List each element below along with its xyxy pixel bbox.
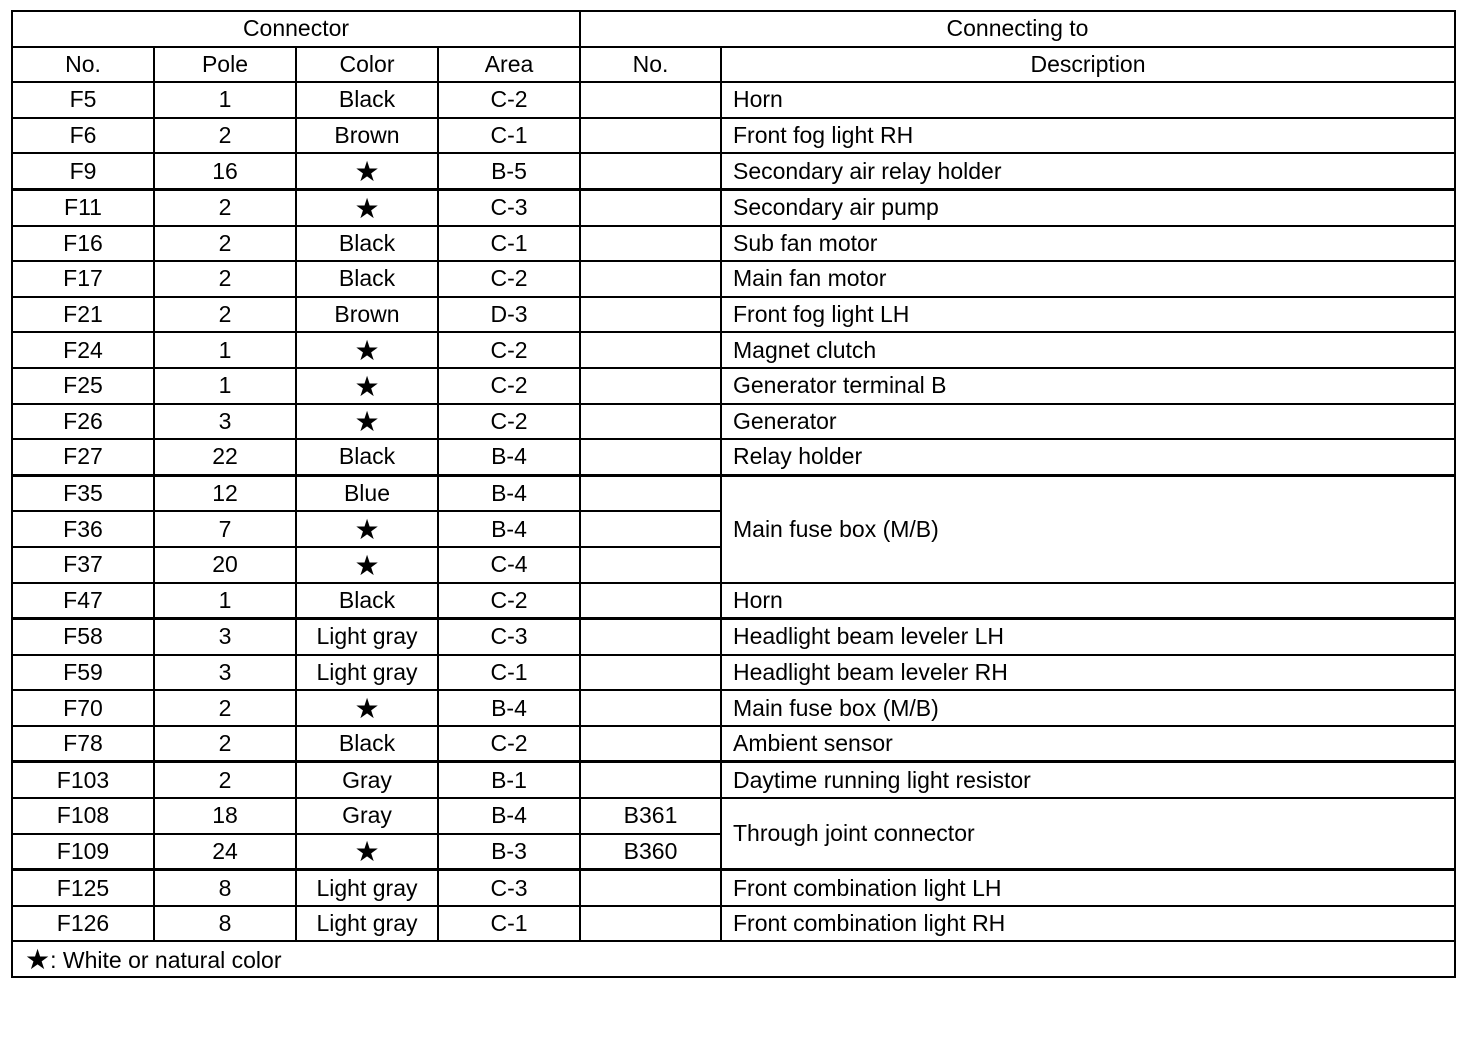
connecting-no-cell: [580, 762, 721, 798]
color-cell: [296, 332, 438, 368]
table-row: [12, 153, 1455, 189]
area-cell: C-1: [438, 655, 580, 691]
table-row: [12, 690, 1455, 726]
pole-cell: 2: [154, 690, 296, 726]
connector-no-cell: F21: [12, 297, 154, 333]
pole-cell: 3: [154, 619, 296, 655]
area-cell: C-1: [438, 226, 580, 262]
color-cell: [296, 368, 438, 404]
connector-no-cell: F59: [12, 655, 154, 691]
description-cell: Daytime running light resistor: [721, 762, 1455, 798]
connecting-to-group-header: Connecting to: [580, 11, 1455, 47]
color-cell: Black: [296, 261, 438, 297]
description-cell: Front fog light LH: [721, 297, 1455, 333]
area-cell: D-3: [438, 297, 580, 333]
area-cell: C-3: [438, 189, 580, 225]
table-row: [12, 118, 1455, 154]
legend-row: [12, 941, 1455, 977]
color-cell: [296, 690, 438, 726]
area-cell: C-3: [438, 619, 580, 655]
connecting-no-cell: [580, 189, 721, 225]
area-cell: B-4: [438, 439, 580, 475]
description-cell: Main fuse box (M/B): [721, 475, 1455, 582]
area-cell: C-2: [438, 368, 580, 404]
star-icon: ★: [354, 156, 380, 188]
area-cell: B-4: [438, 798, 580, 834]
star-icon: ★: [354, 335, 380, 367]
connector-no-cell: F78: [12, 726, 154, 762]
area-cell: B-3: [438, 834, 580, 870]
table-row: [12, 297, 1455, 333]
color-cell: Light gray: [296, 870, 438, 906]
star-icon: ★: [354, 192, 380, 224]
column-header-row: [12, 47, 1455, 83]
color-cell: Light gray: [296, 906, 438, 942]
connector-no-cell: F5: [12, 82, 154, 118]
pole-cell: 8: [154, 870, 296, 906]
area-cell: C-1: [438, 118, 580, 154]
pole-cell: 1: [154, 368, 296, 404]
connector-no-cell: F26: [12, 404, 154, 440]
connector-no-cell: F9: [12, 153, 154, 189]
table-row: [12, 261, 1455, 297]
pole-cell: 3: [154, 655, 296, 691]
col-header-area: Area: [438, 47, 580, 83]
description-cell: Secondary air pump: [721, 189, 1455, 225]
connecting-no-cell: [580, 547, 721, 583]
connecting-no-cell: [580, 726, 721, 762]
color-cell: Gray: [296, 762, 438, 798]
pole-cell: 3: [154, 404, 296, 440]
col-header-description: Description: [721, 47, 1455, 83]
connector-no-cell: F17: [12, 261, 154, 297]
color-cell: [296, 189, 438, 225]
col-header-color: Color: [296, 47, 438, 83]
color-cell: [296, 153, 438, 189]
connecting-no-cell: [580, 583, 721, 619]
connector-no-cell: F58: [12, 619, 154, 655]
table-row: [12, 368, 1455, 404]
star-icon: ★: [25, 944, 51, 976]
connecting-no-cell: [580, 226, 721, 262]
pole-cell: 2: [154, 297, 296, 333]
table-row: [12, 404, 1455, 440]
connecting-no-cell: B361: [580, 798, 721, 834]
color-cell: Black: [296, 82, 438, 118]
table-row: [12, 726, 1455, 762]
table-row: [12, 332, 1455, 368]
star-icon: ★: [354, 549, 380, 581]
connecting-no-cell: [580, 690, 721, 726]
area-cell: C-2: [438, 82, 580, 118]
connector-no-cell: F37: [12, 547, 154, 583]
connecting-no-cell: [580, 82, 721, 118]
col-header-pole: Pole: [154, 47, 296, 83]
table-row: [12, 619, 1455, 655]
connecting-no-cell: [580, 261, 721, 297]
color-cell: Brown: [296, 118, 438, 154]
pole-cell: 2: [154, 726, 296, 762]
table-row: [12, 906, 1455, 942]
group-header-row: [12, 11, 1455, 47]
description-cell: Front combination light RH: [721, 906, 1455, 942]
pole-cell: 2: [154, 226, 296, 262]
pole-cell: 12: [154, 475, 296, 511]
connector-no-cell: F103: [12, 762, 154, 798]
pole-cell: 22: [154, 439, 296, 475]
connecting-no-cell: [580, 404, 721, 440]
col-header-to-no: No.: [580, 47, 721, 83]
color-cell: Black: [296, 226, 438, 262]
area-cell: C-2: [438, 726, 580, 762]
connector-no-cell: F70: [12, 690, 154, 726]
legend-cell: [12, 941, 1455, 977]
connector-table: [11, 10, 1456, 978]
description-cell: Secondary air relay holder: [721, 153, 1455, 189]
table-row: [12, 82, 1455, 118]
area-cell: B-4: [438, 690, 580, 726]
table-row: [12, 762, 1455, 798]
area-cell: C-4: [438, 547, 580, 583]
connector-no-cell: F108: [12, 798, 154, 834]
table-row: [12, 870, 1455, 906]
color-cell: Blue: [296, 475, 438, 511]
connector-no-cell: F27: [12, 439, 154, 475]
pole-cell: 1: [154, 82, 296, 118]
table-row: [12, 798, 1455, 834]
description-cell: Main fan motor: [721, 261, 1455, 297]
table-row: [12, 439, 1455, 475]
connector-no-cell: F16: [12, 226, 154, 262]
table-row: [12, 226, 1455, 262]
description-cell: Headlight beam leveler RH: [721, 655, 1455, 691]
color-cell: [296, 511, 438, 547]
area-cell: B-4: [438, 475, 580, 511]
pole-cell: 8: [154, 906, 296, 942]
description-cell: Main fuse box (M/B): [721, 690, 1455, 726]
area-cell: B-4: [438, 511, 580, 547]
connecting-no-cell: B360: [580, 834, 721, 870]
pole-cell: 24: [154, 834, 296, 870]
connector-no-cell: F109: [12, 834, 154, 870]
connecting-no-cell: [580, 332, 721, 368]
pole-cell: 16: [154, 153, 296, 189]
connector-no-cell: F25: [12, 368, 154, 404]
description-cell: Ambient sensor: [721, 726, 1455, 762]
color-cell: [296, 834, 438, 870]
pole-cell: 18: [154, 798, 296, 834]
star-icon: ★: [354, 836, 380, 868]
area-cell: C-2: [438, 261, 580, 297]
color-cell: Black: [296, 583, 438, 619]
color-cell: Brown: [296, 297, 438, 333]
connecting-no-cell: [580, 368, 721, 404]
pole-cell: 2: [154, 118, 296, 154]
connecting-no-cell: [580, 475, 721, 511]
connector-no-cell: F6: [12, 118, 154, 154]
table-row: [12, 475, 1455, 511]
pole-cell: 1: [154, 332, 296, 368]
connecting-no-cell: [580, 439, 721, 475]
area-cell: C-1: [438, 906, 580, 942]
table-row: [12, 189, 1455, 225]
color-cell: [296, 404, 438, 440]
table-row: [12, 655, 1455, 691]
pole-cell: 1: [154, 583, 296, 619]
color-cell: Light gray: [296, 619, 438, 655]
connector-group-header: Connector: [12, 11, 580, 47]
area-cell: B-5: [438, 153, 580, 189]
connecting-no-cell: [580, 511, 721, 547]
connector-no-cell: F125: [12, 870, 154, 906]
color-cell: Black: [296, 439, 438, 475]
description-cell: Headlight beam leveler LH: [721, 619, 1455, 655]
legend-text: : White or natural color: [50, 947, 282, 974]
area-cell: C-2: [438, 332, 580, 368]
table-row: [12, 583, 1455, 619]
description-cell: Horn: [721, 583, 1455, 619]
pole-cell: 7: [154, 511, 296, 547]
description-cell: Through joint connector: [721, 798, 1455, 870]
connector-no-cell: F11: [12, 189, 154, 225]
area-cell: C-2: [438, 583, 580, 619]
connector-no-cell: F35: [12, 475, 154, 511]
description-cell: Magnet clutch: [721, 332, 1455, 368]
pole-cell: 20: [154, 547, 296, 583]
description-cell: Relay holder: [721, 439, 1455, 475]
star-icon: ★: [354, 406, 380, 438]
connecting-no-cell: [580, 297, 721, 333]
pole-cell: 2: [154, 762, 296, 798]
description-cell: Front combination light LH: [721, 870, 1455, 906]
connecting-no-cell: [580, 153, 721, 189]
col-header-no: No.: [12, 47, 154, 83]
description-cell: Sub fan motor: [721, 226, 1455, 262]
connector-no-cell: F36: [12, 511, 154, 547]
area-cell: B-1: [438, 762, 580, 798]
connecting-no-cell: [580, 906, 721, 942]
area-cell: C-3: [438, 870, 580, 906]
description-cell: Generator terminal B: [721, 368, 1455, 404]
connector-no-cell: F47: [12, 583, 154, 619]
connecting-no-cell: [580, 870, 721, 906]
star-icon: ★: [354, 514, 380, 546]
connector-no-cell: F126: [12, 906, 154, 942]
star-icon: ★: [354, 370, 380, 402]
connecting-no-cell: [580, 655, 721, 691]
color-cell: Light gray: [296, 655, 438, 691]
color-cell: Gray: [296, 798, 438, 834]
color-cell: [296, 547, 438, 583]
color-cell: Black: [296, 726, 438, 762]
star-icon: ★: [354, 693, 380, 725]
description-cell: Horn: [721, 82, 1455, 118]
area-cell: C-2: [438, 404, 580, 440]
description-cell: Generator: [721, 404, 1455, 440]
description-cell: Front fog light RH: [721, 118, 1455, 154]
connecting-no-cell: [580, 118, 721, 154]
connecting-no-cell: [580, 619, 721, 655]
connector-no-cell: F24: [12, 332, 154, 368]
pole-cell: 2: [154, 261, 296, 297]
pole-cell: 2: [154, 189, 296, 225]
